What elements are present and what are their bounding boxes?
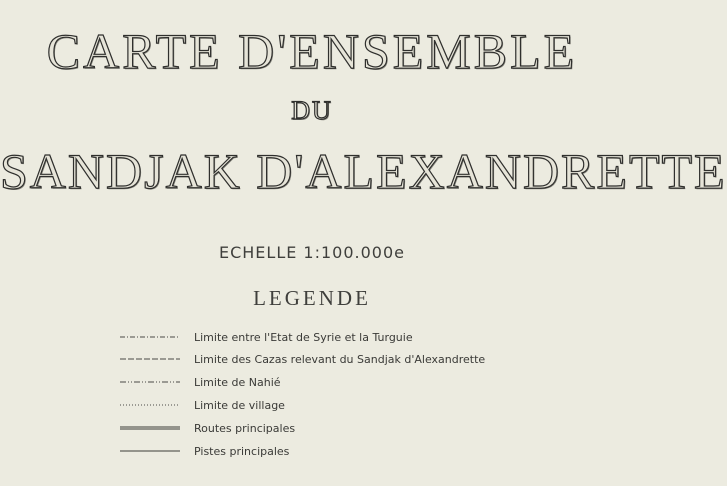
legend-item-caza-border [120,349,485,369]
legend-item-syria-turkey-border [120,327,413,347]
legend-item-village-border [120,395,285,415]
legend-item-main-tracks [120,441,289,461]
legend-label: Limite des Cazas relevant du Sandjak d'Alexandrette [194,352,486,366]
long-dash-line-symbol [120,349,182,369]
legend-label: Pistes principales [194,444,290,458]
map-title-line3: SANDJAK D'ALEXANDRETTE [0,143,727,199]
legend-heading: LEGENDE [253,286,371,310]
dash-dot-line-symbol [120,327,182,347]
dotted-line-symbol [120,395,182,415]
legend-label: Limite entre l'Etat de Syrie et la Turguie [194,330,413,344]
map-scale: ECHELLE 1:100.000e [218,243,406,262]
legend-label: Routes principales [194,421,296,435]
solid-line-symbol [120,441,182,461]
legend-item-main-roads [120,418,295,438]
double-solid-line-symbol [120,418,182,438]
legend-label: Limite de Nahié [194,375,281,389]
map-title-line2: DU [291,96,333,125]
legend-item-nahie-border [120,372,281,392]
dash-dot-dot-line-symbol [120,372,182,392]
map-title-line1: CARTE D'ENSEMBLE [46,23,578,79]
legend-label: Limite de village [194,398,285,412]
